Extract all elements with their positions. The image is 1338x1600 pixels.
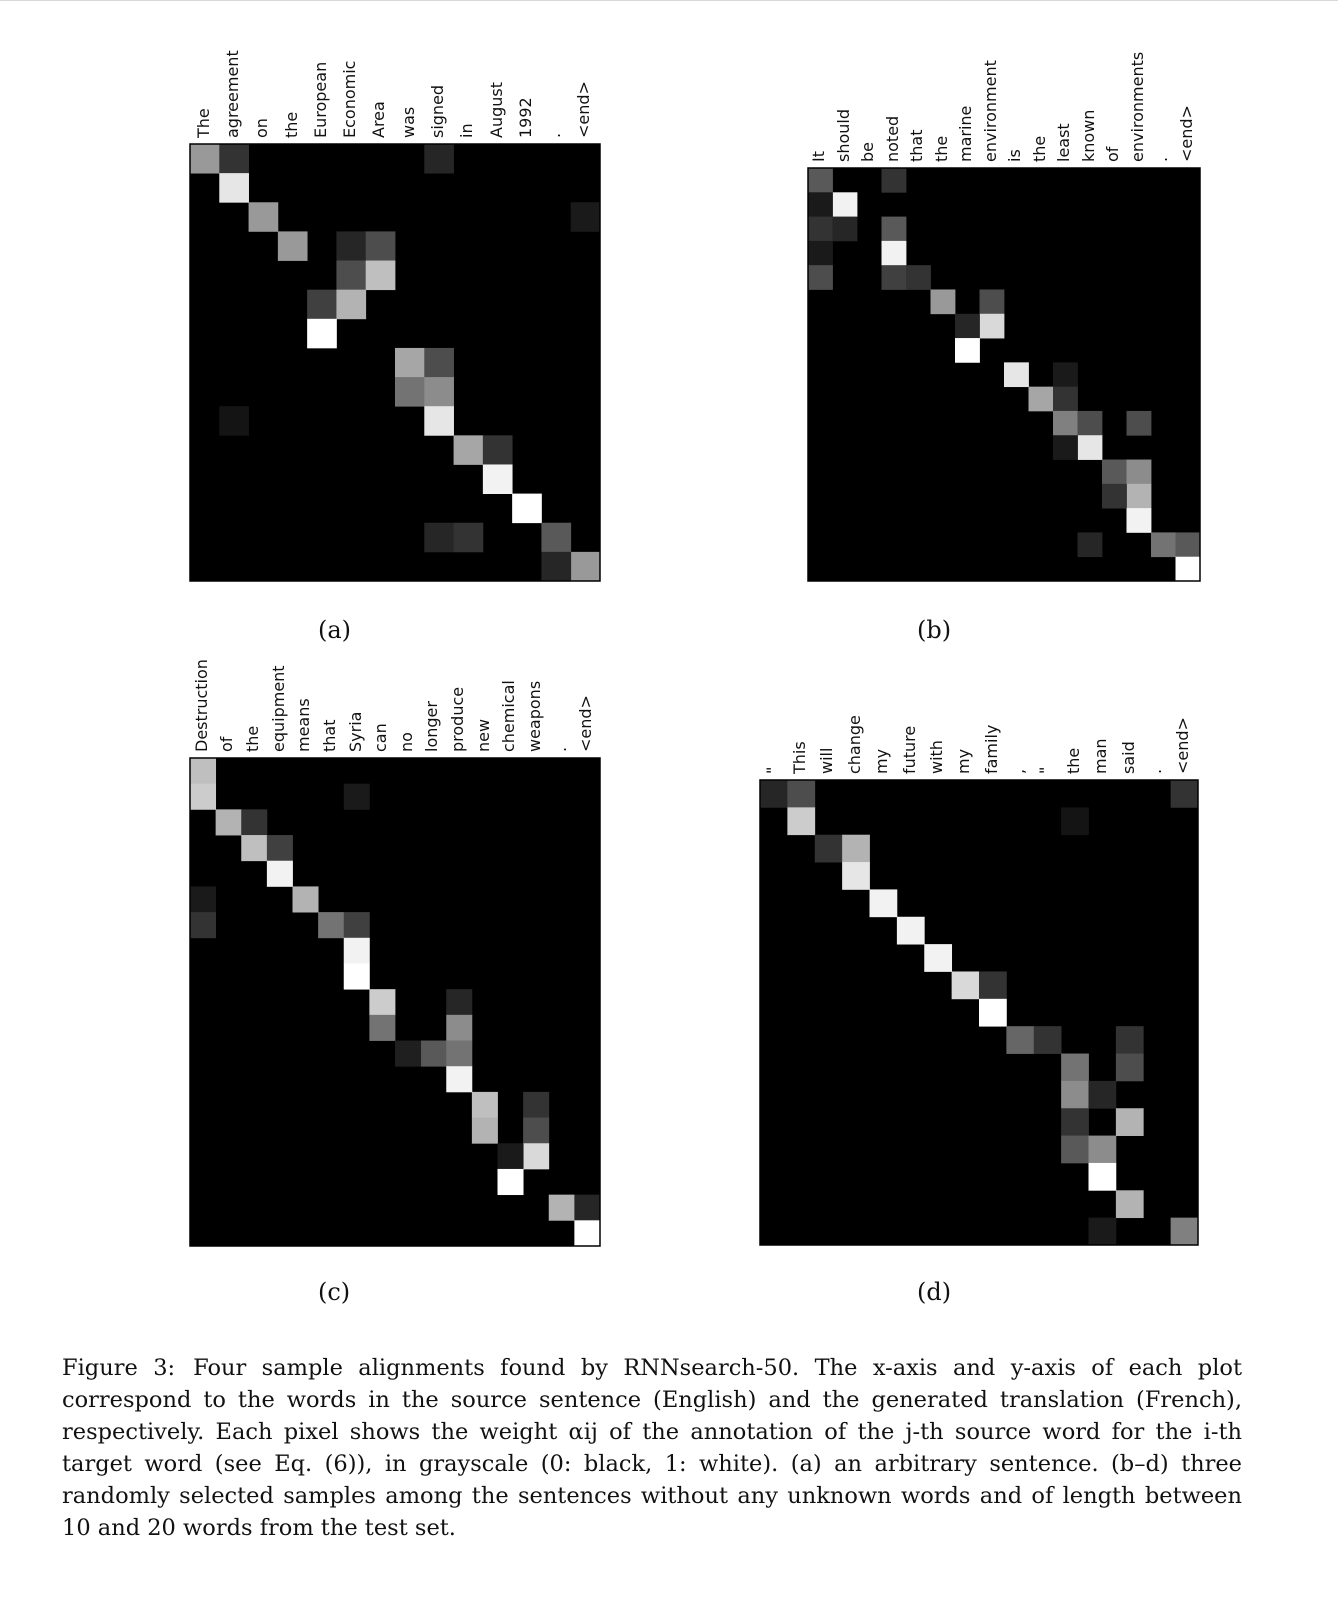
heatmap-cell — [241, 809, 267, 835]
heatmap-cell — [980, 289, 1005, 314]
heatmap-cell — [571, 202, 601, 232]
x-tick-label: environment — [980, 60, 1000, 162]
x-tick-label: of — [217, 736, 237, 752]
heatmap-cell — [307, 290, 337, 320]
heatmap-cell — [906, 265, 931, 290]
x-tick-label: my — [872, 748, 892, 774]
heatmap-cell — [1006, 1026, 1034, 1054]
heatmap-cell — [424, 377, 454, 407]
heatmap-cell — [446, 989, 472, 1015]
heatmap-cell — [472, 1118, 498, 1144]
heatmap-cell — [1171, 1218, 1199, 1246]
heatmap-cell — [446, 1041, 472, 1067]
heatmap-frame — [190, 144, 600, 581]
heatmap-cell — [955, 314, 980, 339]
x-tick-label: This — [790, 741, 810, 774]
heatmap-cell — [1102, 460, 1127, 485]
heatmap-cell — [842, 862, 870, 890]
x-tick-label: means — [294, 698, 314, 752]
heatmap-cell — [278, 231, 308, 261]
heatmap-cell — [833, 217, 858, 242]
x-tick-label: . — [1152, 156, 1172, 162]
x-tick-label: my — [954, 748, 974, 774]
x-tick-label: be — [858, 142, 878, 162]
heatmap-cell — [1176, 532, 1201, 557]
heatmap-cell — [571, 552, 601, 582]
heatmap-cell — [574, 1195, 600, 1221]
x-tick-label: said — [1118, 741, 1138, 774]
heatmap-cell — [344, 784, 370, 810]
panel-label: (a) — [318, 616, 352, 644]
heatmap-cell — [1061, 1108, 1089, 1136]
heatmap-background — [190, 758, 600, 1246]
heatmap-cell — [1004, 362, 1029, 387]
x-tick-label: . — [1145, 768, 1165, 774]
x-tick-label: , — [1009, 768, 1029, 774]
figure-caption — [62, 1352, 1242, 1544]
heatmap-cell — [424, 523, 454, 553]
heatmap-cell — [395, 348, 425, 378]
heatmap-cell — [549, 1195, 575, 1221]
heatmap-cell — [369, 1015, 395, 1041]
heatmap-cell — [1089, 1163, 1117, 1191]
panel-label: (d) — [917, 1278, 952, 1306]
heatmap-cell — [1089, 1218, 1117, 1246]
heatmap-cell — [1053, 435, 1078, 460]
heatmap-cell — [421, 1041, 447, 1067]
heatmap-cell — [870, 889, 898, 917]
x-tick-label: <end> — [574, 81, 594, 138]
heatmap-cell — [1116, 1026, 1144, 1054]
x-tick-label: 1992 — [515, 97, 535, 138]
heatmap-cell — [190, 886, 216, 912]
x-tick-label: August — [486, 82, 506, 138]
heatmap-cell — [842, 835, 870, 863]
heatmap-cell — [366, 231, 396, 261]
heatmap-cell — [787, 807, 815, 835]
heatmap-cell — [216, 809, 242, 835]
heatmap-cell — [1127, 508, 1152, 533]
heatmap-cell — [219, 173, 249, 203]
x-tick-label: European — [310, 61, 330, 138]
x-tick-label: man — [1091, 738, 1111, 774]
heatmap-cell — [454, 435, 484, 465]
x-tick-label: should — [833, 108, 853, 162]
x-tick-label: It — [809, 151, 829, 162]
heatmap-frame — [808, 168, 1200, 581]
heatmap-cell — [366, 261, 396, 291]
heatmap-cell — [1116, 1054, 1144, 1082]
x-tick-label: agreement — [222, 50, 242, 138]
heatmap-cell — [1089, 1081, 1117, 1109]
heatmap-cell — [446, 1066, 472, 1092]
heatmap-cell — [808, 217, 833, 242]
heatmap-cell — [882, 265, 907, 290]
heatmap-cell — [219, 144, 249, 174]
x-tick-label: least — [1054, 123, 1074, 162]
heatmap-cell — [1151, 532, 1176, 557]
heatmap-cell — [882, 168, 907, 193]
heatmap-cell — [483, 435, 513, 465]
caption-text: Four sample alignments found by RNNsearch-50. The x-axis and y-axis of each plot correspond to the words in the source sentence (English) and the generated translation (French), respectively. Each pixel shows the weight αij of the annotation of the j-th source word for the i-th target word (see Eq. (6)), in grayscale (0: black, 1: white). (a) an arbitrary sentence. (b–d) three randomly selected samples among the sentences without any unknown words and of length between 10 and 20 words from the test set. — [62, 1355, 1242, 1541]
heatmap-cell — [952, 971, 980, 999]
x-tick-label: change — [844, 715, 864, 774]
heatmap-cell — [1127, 460, 1152, 485]
heatmap-cell — [336, 261, 366, 291]
heatmap-cell — [344, 963, 370, 989]
x-tick-label: <end> — [1176, 105, 1196, 162]
heatmap-cell — [267, 835, 293, 861]
heatmap-cell — [1061, 1081, 1089, 1109]
x-tick-label: the — [281, 111, 301, 138]
x-tick-label: no — [396, 732, 416, 752]
heatmap-cell — [1176, 557, 1201, 582]
heatmap-cell — [1053, 411, 1078, 436]
heatmap-cell — [446, 1015, 472, 1041]
heatmap-cell — [1061, 1136, 1089, 1164]
heatmap-cell — [512, 494, 542, 524]
heatmap-cell — [344, 912, 370, 938]
heatmap-cell — [1053, 362, 1078, 387]
x-tick-label: marine — [956, 105, 976, 162]
heatmap-cell — [897, 917, 925, 945]
heatmap-cell — [344, 938, 370, 964]
heatmap-cell — [336, 231, 366, 261]
heatmap-cell — [424, 144, 454, 174]
x-tick-label: Economic — [340, 60, 360, 138]
heatmap-cell — [190, 912, 216, 938]
heatmap-cell — [1061, 1054, 1089, 1082]
heatmap-background — [190, 144, 600, 581]
heatmap-cell — [190, 758, 216, 784]
heatmap-cell — [979, 999, 1007, 1027]
heatmap-cell — [1078, 435, 1103, 460]
heatmap-cell — [307, 319, 337, 349]
x-tick-label: environments — [1127, 51, 1147, 162]
heatmap-cell — [1116, 1190, 1144, 1218]
heatmap-cell — [523, 1143, 549, 1169]
heatmap-cell — [249, 202, 279, 232]
heatmap-cell — [483, 464, 513, 494]
heatmap-cell — [523, 1118, 549, 1144]
x-tick-label: that — [907, 129, 927, 162]
x-tick-label: <end> — [1173, 717, 1193, 774]
x-tick-label: new — [473, 718, 493, 752]
x-tick-label: signed — [427, 84, 447, 138]
x-tick-label: . — [545, 132, 565, 138]
heatmap-cell — [424, 348, 454, 378]
x-tick-label: on — [252, 118, 272, 138]
x-tick-label: <end> — [576, 695, 596, 752]
heatmap-cell — [808, 241, 833, 266]
panel-label: (c) — [318, 1278, 351, 1306]
heatmap-cell — [241, 835, 267, 861]
heatmap-cell — [574, 1220, 600, 1246]
heatmap-cell — [833, 192, 858, 217]
heatmap-cell — [1078, 411, 1103, 436]
x-tick-label: with — [926, 740, 946, 774]
top-rule — [0, 0, 1338, 1]
heatmap-cell — [1053, 387, 1078, 412]
x-tick-label: produce — [448, 686, 468, 752]
x-tick-label: Area — [369, 101, 389, 138]
heatmap-frame — [760, 780, 1198, 1245]
heatmap-background — [760, 780, 1198, 1245]
x-tick-label: Destruction — [191, 659, 211, 752]
heatmap-cell — [395, 377, 425, 407]
x-tick-label: of — [1103, 146, 1123, 162]
x-tick-label: family — [981, 724, 1001, 774]
heatmap-cell — [472, 1092, 498, 1118]
heatmap-cell — [318, 912, 344, 938]
x-tick-label: will — [817, 747, 837, 774]
heatmap-cell — [931, 289, 956, 314]
x-tick-label: was — [398, 106, 418, 138]
caption-label: Figure 3: — [62, 1355, 176, 1381]
heatmap-cell — [190, 144, 220, 174]
heatmap-cell — [1034, 1026, 1062, 1054]
heatmap-cell — [498, 1143, 524, 1169]
heatmap-cell — [190, 784, 216, 810]
heatmap-cell — [1116, 1108, 1144, 1136]
x-tick-label: that — [319, 719, 339, 752]
heatmap-cell — [336, 290, 366, 320]
heatmap-cell — [1061, 807, 1089, 835]
heatmap-cell — [1089, 1136, 1117, 1164]
heatmap-cell — [424, 406, 454, 436]
heatmap-cell — [808, 265, 833, 290]
heatmap-cell — [293, 886, 319, 912]
x-tick-label: noted — [882, 115, 902, 162]
heatmap-cell — [541, 552, 571, 582]
x-tick-label: the — [931, 135, 951, 162]
heatmap-cell — [882, 217, 907, 242]
x-tick-label: known — [1078, 109, 1098, 162]
heatmap-cell — [1102, 484, 1127, 509]
heatmap-cell — [815, 835, 843, 863]
heatmap-frame — [190, 758, 600, 1246]
x-tick-label: the — [1029, 135, 1049, 162]
heatmap-cell — [498, 1169, 524, 1195]
x-tick-label: is — [1005, 149, 1025, 162]
heatmap-cell — [454, 523, 484, 553]
x-tick-label: the — [1063, 747, 1083, 774]
x-tick-label: longer — [422, 701, 442, 752]
heatmap-cell — [882, 241, 907, 266]
heatmap-cell — [980, 314, 1005, 339]
x-tick-label: " — [1036, 766, 1056, 774]
panel-label: (b) — [917, 616, 952, 644]
x-tick-label: Syria — [345, 711, 365, 752]
heatmap-cell — [267, 861, 293, 887]
x-tick-label: the — [243, 725, 263, 752]
x-tick-label: equipment — [268, 665, 288, 752]
x-tick-label: weapons — [524, 680, 544, 752]
heatmap-cell — [1078, 532, 1103, 557]
x-tick-label: future — [899, 725, 919, 774]
x-tick-label: " — [762, 766, 782, 774]
x-tick-label: The — [193, 108, 213, 138]
heatmap-cell — [369, 989, 395, 1015]
x-tick-label: . — [550, 746, 570, 752]
heatmap-cell — [1171, 780, 1199, 808]
heatmap-cell — [523, 1092, 549, 1118]
heatmap-cell — [955, 338, 980, 363]
heatmap-cell — [395, 1041, 421, 1067]
heatmap-cell — [924, 944, 952, 972]
heatmap-background — [808, 168, 1200, 581]
heatmap-cell — [219, 406, 249, 436]
x-tick-label: can — [371, 723, 391, 752]
heatmap-cell — [808, 168, 833, 193]
heatmap-cell — [808, 192, 833, 217]
heatmap-cell — [787, 780, 815, 808]
heatmap-cell — [1127, 484, 1152, 509]
heatmap-cell — [1029, 387, 1054, 412]
heatmap-cell — [760, 780, 788, 808]
x-tick-label: chemical — [499, 680, 519, 752]
x-tick-label: in — [457, 123, 477, 138]
heatmap-cell — [979, 971, 1007, 999]
heatmap-cell — [541, 523, 571, 553]
heatmap-cell — [1127, 411, 1152, 436]
